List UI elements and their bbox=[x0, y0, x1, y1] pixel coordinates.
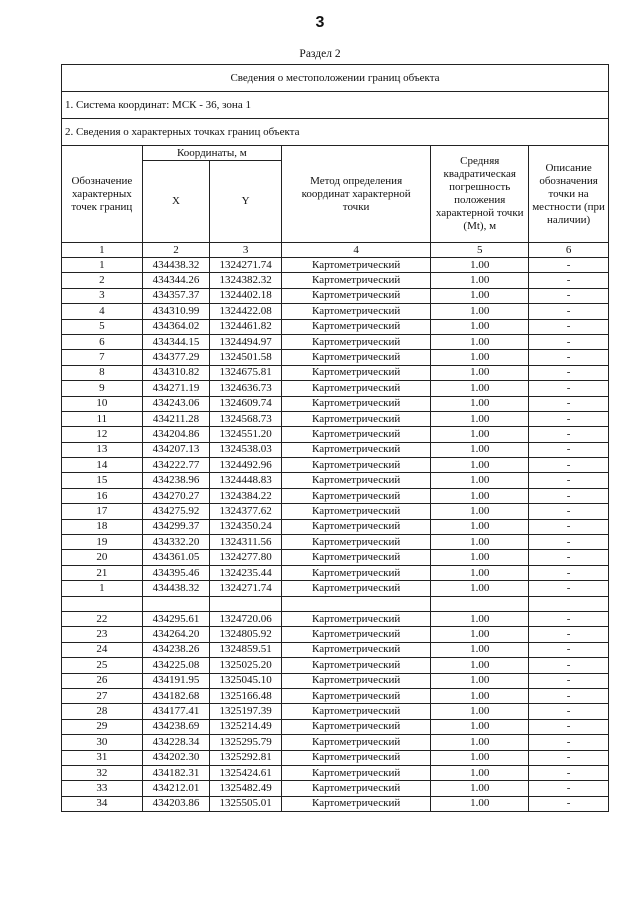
point-number: 33 bbox=[62, 781, 143, 796]
table-row bbox=[62, 750, 609, 765]
point-number: 21 bbox=[62, 565, 143, 580]
mean-error: 1.00 bbox=[431, 642, 529, 657]
method: Картометрический bbox=[281, 688, 430, 703]
table-row bbox=[62, 765, 609, 780]
y-coordinate: 1324609.74 bbox=[210, 396, 282, 411]
x-coordinate: 434203.86 bbox=[142, 796, 210, 811]
description: - bbox=[529, 704, 609, 719]
point-number: 34 bbox=[62, 796, 143, 811]
description: - bbox=[529, 735, 609, 750]
mean-error: 1.00 bbox=[431, 365, 529, 380]
table-row bbox=[62, 365, 609, 380]
y-coordinate: 1324422.08 bbox=[210, 304, 282, 319]
page-number: 3 bbox=[315, 14, 325, 31]
description: - bbox=[529, 442, 609, 457]
description: - bbox=[529, 796, 609, 811]
point-number: 32 bbox=[62, 765, 143, 780]
y-coordinate: 1324350.24 bbox=[210, 519, 282, 534]
description: - bbox=[529, 750, 609, 765]
mean-error: 1.00 bbox=[431, 611, 529, 626]
point-number: 6 bbox=[62, 334, 143, 349]
column-number: 3 bbox=[210, 243, 282, 258]
table-title: Сведения о местоположении границ объекта bbox=[62, 65, 609, 92]
header-designation: Обозначение характерных точек границ bbox=[62, 146, 143, 243]
description: - bbox=[529, 473, 609, 488]
x-coordinate: 434202.30 bbox=[142, 750, 210, 765]
x-coordinate: 434228.34 bbox=[142, 735, 210, 750]
table-row bbox=[62, 427, 609, 442]
point-number: 31 bbox=[62, 750, 143, 765]
mean-error: 1.00 bbox=[431, 581, 529, 596]
mean-error: 1.00 bbox=[431, 288, 529, 303]
x-coordinate: 434212.01 bbox=[142, 781, 210, 796]
method: Картометрический bbox=[281, 781, 430, 796]
y-coordinate: 1324551.20 bbox=[210, 427, 282, 442]
x-coordinate: 434395.46 bbox=[142, 565, 210, 580]
x-coordinate: 434364.02 bbox=[142, 319, 210, 334]
description: - bbox=[529, 688, 609, 703]
point-number: 24 bbox=[62, 642, 143, 657]
column-number: 2 bbox=[142, 243, 210, 258]
y-coordinate: 1324461.82 bbox=[210, 319, 282, 334]
point-number bbox=[62, 596, 143, 611]
point-number: 14 bbox=[62, 458, 143, 473]
table-row bbox=[62, 627, 609, 642]
method: Картометрический bbox=[281, 765, 430, 780]
mean-error: 1.00 bbox=[431, 565, 529, 580]
x-coordinate: 434211.28 bbox=[142, 411, 210, 426]
y-coordinate: 1324235.44 bbox=[210, 565, 282, 580]
table-row bbox=[62, 781, 609, 796]
y-coordinate: 1324271.74 bbox=[210, 581, 282, 596]
table-row bbox=[62, 396, 609, 411]
method: Картометрический bbox=[281, 796, 430, 811]
point-number: 20 bbox=[62, 550, 143, 565]
table-row bbox=[62, 442, 609, 457]
table-row bbox=[62, 381, 609, 396]
mean-error: 1.00 bbox=[431, 504, 529, 519]
table-row bbox=[62, 796, 609, 811]
mean-error: 1.00 bbox=[431, 304, 529, 319]
y-coordinate: 1324277.80 bbox=[210, 550, 282, 565]
x-coordinate: 434344.15 bbox=[142, 334, 210, 349]
table-row bbox=[62, 704, 609, 719]
description: - bbox=[529, 334, 609, 349]
point-number: 15 bbox=[62, 473, 143, 488]
y-coordinate: 1324494.97 bbox=[210, 334, 282, 349]
point-number: 16 bbox=[62, 488, 143, 503]
mean-error: 1.00 bbox=[431, 458, 529, 473]
table-row bbox=[62, 535, 609, 550]
method bbox=[281, 596, 430, 611]
mean-error: 1.00 bbox=[431, 381, 529, 396]
method: Картометрический bbox=[281, 550, 430, 565]
x-coordinate: 434361.05 bbox=[142, 550, 210, 565]
point-number: 22 bbox=[62, 611, 143, 626]
description: - bbox=[529, 319, 609, 334]
description: - bbox=[529, 365, 609, 380]
mean-error: 1.00 bbox=[431, 258, 529, 273]
method: Картометрический bbox=[281, 535, 430, 550]
x-coordinate: 434332.20 bbox=[142, 535, 210, 550]
header-error: Средняя квадратическая погрешность положения характерной точки (Mt), м bbox=[431, 146, 529, 243]
table-row bbox=[62, 658, 609, 673]
header-coordinates: Координаты, м bbox=[142, 146, 281, 161]
mean-error: 1.00 bbox=[431, 765, 529, 780]
method: Картометрический bbox=[281, 735, 430, 750]
description: - bbox=[529, 288, 609, 303]
table-row bbox=[62, 334, 609, 349]
point-number: 3 bbox=[62, 288, 143, 303]
point-number: 29 bbox=[62, 719, 143, 734]
mean-error: 1.00 bbox=[431, 396, 529, 411]
description: - bbox=[529, 304, 609, 319]
method: Картометрический bbox=[281, 411, 430, 426]
point-number: 17 bbox=[62, 504, 143, 519]
mean-error: 1.00 bbox=[431, 796, 529, 811]
description: - bbox=[529, 411, 609, 426]
description: - bbox=[529, 673, 609, 688]
method: Картометрический bbox=[281, 673, 430, 688]
y-coordinate: 1324271.74 bbox=[210, 258, 282, 273]
method: Картометрический bbox=[281, 719, 430, 734]
x-coordinate: 434357.37 bbox=[142, 288, 210, 303]
y-coordinate: 1324382.32 bbox=[210, 273, 282, 288]
table-row bbox=[62, 596, 609, 611]
description: - bbox=[529, 550, 609, 565]
x-coordinate: 434270.27 bbox=[142, 488, 210, 503]
x-coordinate: 434299.37 bbox=[142, 519, 210, 534]
x-coordinate: 434310.82 bbox=[142, 365, 210, 380]
mean-error: 1.00 bbox=[431, 488, 529, 503]
y-coordinate: 1324492.96 bbox=[210, 458, 282, 473]
point-number: 23 bbox=[62, 627, 143, 642]
table-row bbox=[62, 273, 609, 288]
y-coordinate: 1324311.56 bbox=[210, 535, 282, 550]
mean-error bbox=[431, 596, 529, 611]
y-coordinate: 1324377.62 bbox=[210, 504, 282, 519]
table-row bbox=[62, 473, 609, 488]
method: Картометрический bbox=[281, 473, 430, 488]
description: - bbox=[529, 719, 609, 734]
column-number: 4 bbox=[281, 243, 430, 258]
point-number: 28 bbox=[62, 704, 143, 719]
table-row bbox=[62, 581, 609, 596]
table-row bbox=[62, 504, 609, 519]
description: - bbox=[529, 581, 609, 596]
point-number: 10 bbox=[62, 396, 143, 411]
header-x: X bbox=[142, 161, 210, 243]
method: Картометрический bbox=[281, 365, 430, 380]
x-coordinate: 434438.32 bbox=[142, 258, 210, 273]
point-number: 13 bbox=[62, 442, 143, 457]
x-coordinate: 434182.68 bbox=[142, 688, 210, 703]
table-row bbox=[62, 611, 609, 626]
column-numbers-row bbox=[62, 243, 609, 258]
mean-error: 1.00 bbox=[431, 781, 529, 796]
y-coordinate: 1324448.83 bbox=[210, 473, 282, 488]
description: - bbox=[529, 611, 609, 626]
x-coordinate: 434344.26 bbox=[142, 273, 210, 288]
point-number: 4 bbox=[62, 304, 143, 319]
method: Картометрический bbox=[281, 458, 430, 473]
method: Картометрический bbox=[281, 288, 430, 303]
point-number: 2 bbox=[62, 273, 143, 288]
x-coordinate: 434225.08 bbox=[142, 658, 210, 673]
y-coordinate: 1325197.39 bbox=[210, 704, 282, 719]
method: Картометрический bbox=[281, 258, 430, 273]
mean-error: 1.00 bbox=[431, 719, 529, 734]
description: - bbox=[529, 535, 609, 550]
point-number: 12 bbox=[62, 427, 143, 442]
point-number: 1 bbox=[62, 258, 143, 273]
mean-error: 1.00 bbox=[431, 658, 529, 673]
table-row bbox=[62, 304, 609, 319]
mean-error: 1.00 bbox=[431, 519, 529, 534]
method: Картометрический bbox=[281, 273, 430, 288]
y-coordinate: 1324384.22 bbox=[210, 488, 282, 503]
table-row bbox=[62, 688, 609, 703]
description: - bbox=[529, 396, 609, 411]
x-coordinate: 434222.77 bbox=[142, 458, 210, 473]
point-number: 5 bbox=[62, 319, 143, 334]
description bbox=[529, 596, 609, 611]
point-number: 25 bbox=[62, 658, 143, 673]
x-coordinate: 434204.86 bbox=[142, 427, 210, 442]
column-number: 6 bbox=[529, 243, 609, 258]
y-coordinate: 1325505.01 bbox=[210, 796, 282, 811]
table-row bbox=[62, 258, 609, 273]
y-coordinate: 1325292.81 bbox=[210, 750, 282, 765]
method: Картометрический bbox=[281, 427, 430, 442]
method: Картометрический bbox=[281, 396, 430, 411]
x-coordinate: 434264.20 bbox=[142, 627, 210, 642]
method: Картометрический bbox=[281, 627, 430, 642]
x-coordinate: 434377.29 bbox=[142, 350, 210, 365]
description: - bbox=[529, 642, 609, 657]
method: Картометрический bbox=[281, 350, 430, 365]
x-coordinate: 434207.13 bbox=[142, 442, 210, 457]
x-coordinate: 434438.32 bbox=[142, 581, 210, 596]
description: - bbox=[529, 504, 609, 519]
mean-error: 1.00 bbox=[431, 750, 529, 765]
x-coordinate: 434182.31 bbox=[142, 765, 210, 780]
mean-error: 1.00 bbox=[431, 673, 529, 688]
mean-error: 1.00 bbox=[431, 427, 529, 442]
x-coordinate: 434177.41 bbox=[142, 704, 210, 719]
description: - bbox=[529, 273, 609, 288]
y-coordinate: 1324501.58 bbox=[210, 350, 282, 365]
point-number: 7 bbox=[62, 350, 143, 365]
point-number: 18 bbox=[62, 519, 143, 534]
mean-error: 1.00 bbox=[431, 627, 529, 642]
mean-error: 1.00 bbox=[431, 735, 529, 750]
x-coordinate: 434295.61 bbox=[142, 611, 210, 626]
description: - bbox=[529, 627, 609, 642]
table-row bbox=[62, 719, 609, 734]
method: Картометрический bbox=[281, 334, 430, 349]
x-coordinate: 434310.99 bbox=[142, 304, 210, 319]
point-number: 8 bbox=[62, 365, 143, 380]
mean-error: 1.00 bbox=[431, 273, 529, 288]
y-coordinate: 1324538.03 bbox=[210, 442, 282, 457]
y-coordinate: 1325295.79 bbox=[210, 735, 282, 750]
description: - bbox=[529, 350, 609, 365]
mean-error: 1.00 bbox=[431, 411, 529, 426]
table-row bbox=[62, 673, 609, 688]
method: Картометрический bbox=[281, 488, 430, 503]
mean-error: 1.00 bbox=[431, 688, 529, 703]
mean-error: 1.00 bbox=[431, 704, 529, 719]
y-coordinate: 1324636.73 bbox=[210, 381, 282, 396]
y-coordinate: 1325166.48 bbox=[210, 688, 282, 703]
method: Картометрический bbox=[281, 565, 430, 580]
column-number: 5 bbox=[431, 243, 529, 258]
mean-error: 1.00 bbox=[431, 319, 529, 334]
table-row bbox=[62, 642, 609, 657]
method: Картометрический bbox=[281, 658, 430, 673]
y-coordinate: 1324720.06 bbox=[210, 611, 282, 626]
method: Картометрический bbox=[281, 704, 430, 719]
table-row bbox=[62, 519, 609, 534]
point-number: 1 bbox=[62, 581, 143, 596]
point-number: 9 bbox=[62, 381, 143, 396]
method: Картометрический bbox=[281, 519, 430, 534]
y-coordinate: 1325424.61 bbox=[210, 765, 282, 780]
header-method: Метод определения координат характерной точки bbox=[281, 146, 430, 243]
table-row bbox=[62, 550, 609, 565]
y-coordinate bbox=[210, 596, 282, 611]
method: Картометрический bbox=[281, 504, 430, 519]
x-coordinate: 434191.95 bbox=[142, 673, 210, 688]
coordinate-system: 1. Система координат: МСК - 36, зона 1 bbox=[62, 92, 609, 119]
method: Картометрический bbox=[281, 750, 430, 765]
mean-error: 1.00 bbox=[431, 334, 529, 349]
table-row bbox=[62, 488, 609, 503]
y-coordinate: 1325482.49 bbox=[210, 781, 282, 796]
x-coordinate: 434238.96 bbox=[142, 473, 210, 488]
method: Картометрический bbox=[281, 304, 430, 319]
table-row bbox=[62, 411, 609, 426]
description: - bbox=[529, 258, 609, 273]
description: - bbox=[529, 781, 609, 796]
table-row bbox=[62, 288, 609, 303]
x-coordinate: 434238.26 bbox=[142, 642, 210, 657]
section-title: Раздел 2 bbox=[299, 48, 341, 60]
table-row bbox=[62, 565, 609, 580]
mean-error: 1.00 bbox=[431, 350, 529, 365]
method: Картометрический bbox=[281, 319, 430, 334]
method: Картометрический bbox=[281, 581, 430, 596]
y-coordinate: 1324402.18 bbox=[210, 288, 282, 303]
y-coordinate: 1324859.51 bbox=[210, 642, 282, 657]
x-coordinate: 434238.69 bbox=[142, 719, 210, 734]
x-coordinate: 434243.06 bbox=[142, 396, 210, 411]
table-row bbox=[62, 735, 609, 750]
y-coordinate: 1324675.81 bbox=[210, 365, 282, 380]
method: Картометрический bbox=[281, 381, 430, 396]
y-coordinate: 1325214.49 bbox=[210, 719, 282, 734]
point-number: 19 bbox=[62, 535, 143, 550]
description: - bbox=[529, 658, 609, 673]
header-description: Описание обозначения точки на местности (при наличии) bbox=[529, 146, 609, 243]
column-number: 1 bbox=[62, 243, 143, 258]
description: - bbox=[529, 765, 609, 780]
table-row bbox=[62, 319, 609, 334]
points-caption: 2. Сведения о характерных точках границ объекта bbox=[62, 119, 609, 146]
method: Картометрический bbox=[281, 642, 430, 657]
x-coordinate: 434271.19 bbox=[142, 381, 210, 396]
y-coordinate: 1325045.10 bbox=[210, 673, 282, 688]
table-row bbox=[62, 458, 609, 473]
x-coordinate bbox=[142, 596, 210, 611]
y-coordinate: 1325025.20 bbox=[210, 658, 282, 673]
description: - bbox=[529, 565, 609, 580]
point-number: 26 bbox=[62, 673, 143, 688]
mean-error: 1.00 bbox=[431, 535, 529, 550]
method: Картометрический bbox=[281, 611, 430, 626]
table-row bbox=[62, 350, 609, 365]
y-coordinate: 1324568.73 bbox=[210, 411, 282, 426]
description: - bbox=[529, 427, 609, 442]
description: - bbox=[529, 458, 609, 473]
description: - bbox=[529, 519, 609, 534]
y-coordinate: 1324805.92 bbox=[210, 627, 282, 642]
description: - bbox=[529, 488, 609, 503]
method: Картометрический bbox=[281, 442, 430, 457]
mean-error: 1.00 bbox=[431, 473, 529, 488]
point-number: 30 bbox=[62, 735, 143, 750]
description: - bbox=[529, 381, 609, 396]
boundary-points-table bbox=[61, 64, 609, 812]
mean-error: 1.00 bbox=[431, 550, 529, 565]
x-coordinate: 434275.92 bbox=[142, 504, 210, 519]
mean-error: 1.00 bbox=[431, 442, 529, 457]
point-number: 11 bbox=[62, 411, 143, 426]
point-number: 27 bbox=[62, 688, 143, 703]
header-y: Y bbox=[210, 161, 282, 243]
